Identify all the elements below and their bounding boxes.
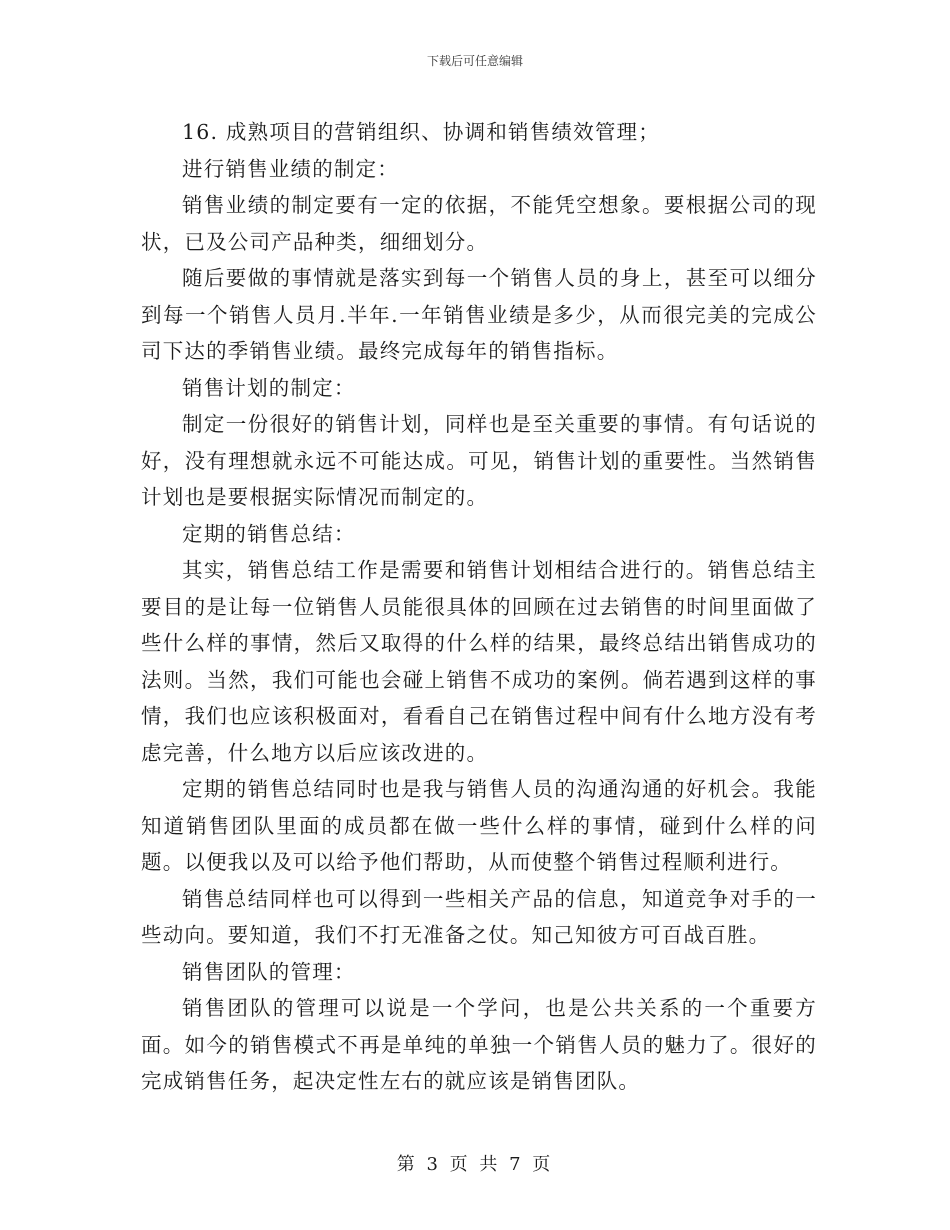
paragraph: 销售总结同样也可以得到一些相关产品的信息，知道竞争对手的一些动向。要知道，我们不打无准备之仗。知己知彼方可百战百胜。 xyxy=(141,886,817,947)
paragraph: 随后要做的事情就是落实到每一个销售人员的身上，甚至可以细分到每一个销售人员月.半年.一年销售业绩是多少，从而很完美的完成公司下达的季销售业绩。最终完成每年的销售指标。 xyxy=(141,266,817,363)
section-heading: 销售计划的制定： xyxy=(182,375,356,400)
page-number: 第 3 页 共 7 页 xyxy=(396,1154,554,1175)
section-heading: 销售团队的管理： xyxy=(182,959,356,984)
paragraph: 定期的销售总结同时也是我与销售人员的沟通沟通的好机会。我能知道销售团队里面的成员都在做一些什么样的事情，碰到什么样的问题。以便我以及可以给予他们帮助，从而使整个销售过程顺利进行。 xyxy=(141,777,817,874)
document-body xyxy=(141,114,817,1100)
paragraph: 销售业绩的制定要有一定的依据，不能凭空想象。要根据公司的现状，已及公司产品种类，细细划分。 xyxy=(141,193,817,254)
paragraph: 销售团队的管理可以说是一个学问，也是公共关系的一个重要方面。如今的销售模式不再是单纯的单独一个销售人员的魅力了。很好的完成销售任务，起决定性左右的就应该是销售团队。 xyxy=(141,996,817,1093)
section-heading: 进行销售业绩的制定： xyxy=(182,156,399,181)
paragraph: 其实，销售总结工作是需要和销售计划相结合进行的。销售总结主要目的是让每一位销售人员能很具体的回顾在过去销售的时间里面做了些什么样的事情，然后又取得的什么样的结果，最终总结出销售成功的法则。当然，我们可能也会碰上销售不成功的案例。倘若遇到这样的事情，我们也应该积极面对，看看自己在销售过程中间有什么地方没有考虑完善，什么地方以后应该改进的。 xyxy=(141,558,817,765)
section-heading: 定期的销售总结： xyxy=(182,521,356,546)
paragraph: 制定一份很好的销售计划，同样也是至关重要的事情。有句话说的好，没有理想就永远不可能达成。可见，销售计划的重要性。当然销售计划也是要根据实际情况而制定的。 xyxy=(141,412,817,509)
page-header: 下载后可任意编辑 xyxy=(426,54,523,68)
paragraph: 16. 成熟项目的营销组织、协调和销售绩效管理； xyxy=(182,120,660,144)
